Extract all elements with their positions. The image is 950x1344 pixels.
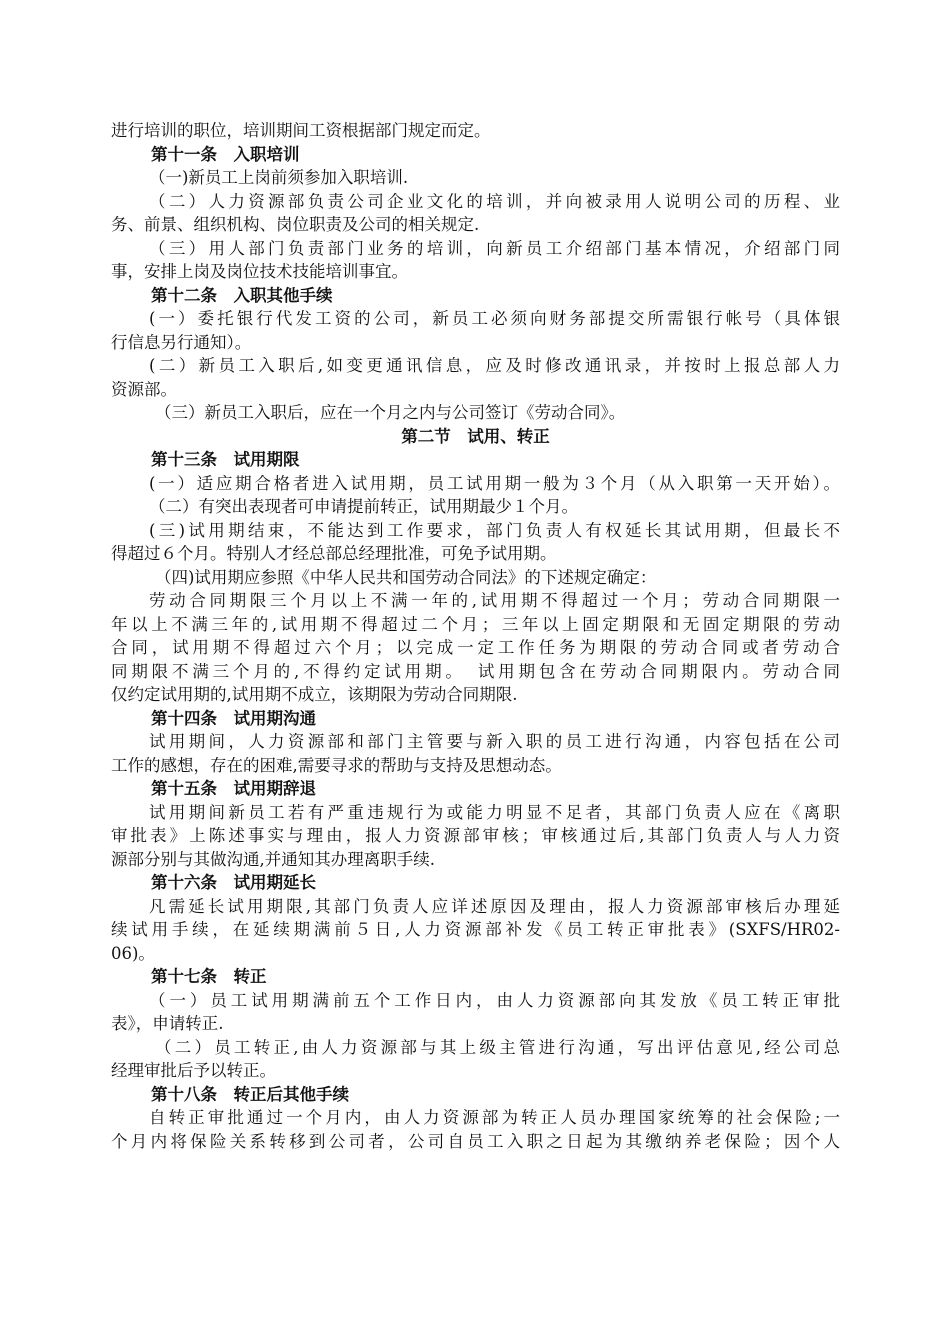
section-title: 第二节 试用、转正 (401, 426, 550, 446)
paragraph-line: 经理审批后予以转正。 (111, 1061, 276, 1080)
paragraph-line: （三）新员工入职后，应在一个月之内与公司签订《劳动合同》。 (155, 403, 626, 422)
paragraph-line: (二）新员工入职后,如变更通讯信息，应及时修改通讯录，并按时上报总部人力 (149, 356, 840, 375)
paragraph-line: 务、前景、组织机构、岗位职责及公司的相关规定. (111, 215, 480, 234)
article-heading: 第十六条 试用期延长 (151, 873, 316, 892)
paragraph-line: (一）适应期合格者进入试用期，员工试用期一般为３个月（从入职第一天开始）。 (149, 473, 840, 493)
article-heading: 第十一条 入职培训 (151, 144, 300, 164)
paragraph-line: 资源部。 (111, 379, 177, 399)
paragraph-line: 仅约定试用期的,试用期不成立，该期限为劳动合同期限. (111, 685, 518, 704)
paragraph-line: （二）人力资源部负责公司企业文化的培训，并向被录用人说明公司的历程、业 (149, 191, 840, 211)
paragraph-line: 事，安排上岗及岗位技术技能培训事宜。 (111, 262, 408, 281)
paragraph-line: 同期限不满三个月的,不得约定试用期。 试用期包含在劳动合同期限内。劳动合同 (111, 661, 840, 681)
paragraph-line: (三)试用期结束，不能达到工作要求，部门负责人有权延长其试用期，但最长不 (149, 520, 840, 540)
article-heading: 第十三条 试用期限 (151, 450, 300, 469)
article-heading: 第十二条 入职其他手续 (151, 285, 333, 305)
paragraph-line: (一）委托银行代发工资的公司，新员工必须向财务部提交所需银行帐号（具体银 (149, 309, 840, 328)
paragraph-line: 自转正审批通过一个月内，由人力资源部为转正人员办理国家统筹的社会保险;一 (149, 1108, 840, 1127)
paragraph-line: 试用期间，人力资源部和部门主管要与新入职的员工进行沟通，内容包括在公司 (149, 732, 840, 751)
paragraph-line: 工作的感想，存在的困难,需要寻求的帮助与支持及思想动态。 (111, 755, 562, 775)
article-heading: 第十八条 转正后其他手续 (151, 1084, 349, 1104)
paragraph-line: （一)新员工上岗前须参加入职培训. (149, 168, 409, 187)
paragraph-line: 审批表》上陈述事实与理由，报人力资源部审核；审核通过后,其部门负责人与人力资 (111, 826, 840, 845)
paragraph-line: （二）员工转正,由人力资源部与其上级主管进行沟通，写出评估意见,经公司总 (155, 1037, 840, 1057)
paragraph-line: 源部分别与其做沟通,并通知其办理离职手续. (111, 849, 435, 869)
paragraph-line: 行信息另行通知）。 (111, 332, 252, 352)
paragraph-line: 劳动合同期限三个月以上不满一年的,试用期不得超过一个月；劳动合同期限一 (149, 591, 840, 610)
paragraph-line: 06)。 (111, 943, 155, 963)
paragraph-line: 进行培训的职位，培训期间工资根据部门规定而定。 (111, 121, 491, 140)
paragraph-line: （一）员工试用期满前五个工作日内，由人力资源部向其发放《员工转正审批 (149, 990, 840, 1010)
paragraph-line: （三）用人部门负责部门业务的培训，向新员工介绍部门基本情况，介绍部门同 (149, 238, 840, 258)
paragraph-line: 合同，试用期不得超过六个月；以完成一定工作任务为期限的劳动合同或者劳动合 (111, 638, 840, 657)
paragraph-line: 表》，申请转正. (111, 1014, 224, 1033)
document-page (111, 119, 840, 1153)
paragraph-line: 个月内将保险关系转移到公司者，公司自员工入职之日起为其缴纳养老保险；因个人 (111, 1131, 840, 1151)
paragraph-line: 得超过６个月。特别人才经总部总经理批准，可免予试用期。 (111, 544, 557, 563)
paragraph-line: 续试用手续，在延续期满前５日,人力资源部补发《员工转正审批表》(SXFS/HR02- (111, 920, 840, 939)
paragraph-line: 试用期间新员工若有严重违规行为或能力明显不足者，其部门负责人应在《离职 (149, 802, 840, 822)
article-heading: 第十五条 试用期辞退 (151, 779, 316, 798)
paragraph-line: （二）有突出表现者可申请提前转正，试用期最少１个月。 (149, 497, 578, 516)
article-heading: 第十四条 试用期沟通 (151, 708, 316, 728)
article-heading: 第十七条 转正 (151, 967, 267, 986)
paragraph-line: 年以上不满三年的,试用期不得超过二个月；三年以上固定期限和无固定期限的劳动 (111, 614, 840, 634)
paragraph-line: 凡需延长试用期限,其部门负责人应详述原因及理由，报人力资源部审核后办理延 (149, 896, 840, 916)
paragraph-line: （四)试用期应参照《中华人民共和国劳动合同法》的下述规定确定： (155, 567, 657, 587)
